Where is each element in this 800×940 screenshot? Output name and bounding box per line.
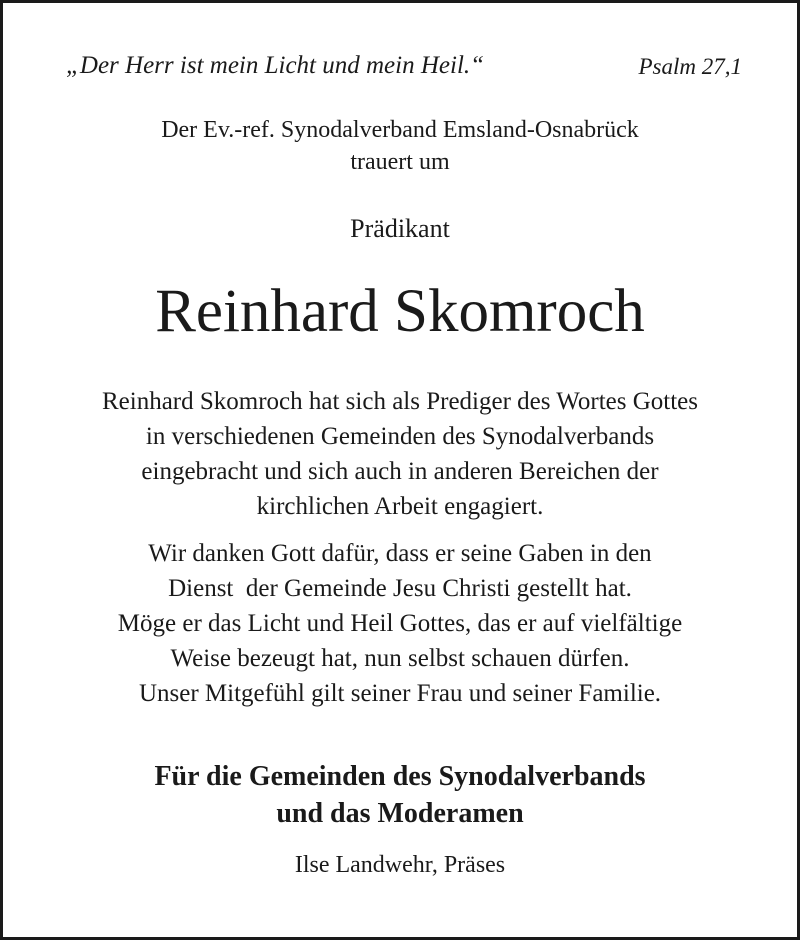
organization-heading: [0, 114, 800, 178]
tribute-paragraph: [0, 384, 800, 524]
deceased-name: Reinhard Skomroch: [155, 278, 645, 345]
bible-quote: „Der Herr ist mein Licht und mein Heil.“: [66, 52, 485, 79]
thanks-paragraph: [0, 536, 800, 676]
signature-line: Für die Gemeinden des Synodalverbands: [154, 761, 646, 792]
thanks-line: Möge er das Licht und Heil Gottes, das er auf vielfältige: [117, 610, 683, 637]
deceased-title: Prädikant: [350, 214, 450, 243]
condolence-line: Unser Mitgefühl gilt seiner Frau und seiner Familie.: [138, 680, 662, 707]
tribute-line: kirchlichen Arbeit engagiert.: [256, 493, 544, 520]
signature-line: und das Moderamen: [276, 798, 524, 829]
tribute-line: eingebracht und sich auch in anderen Bereichen der: [141, 458, 659, 485]
organization-line: Der Ev.-ref. Synodalverband Emsland-Osnabrück: [161, 117, 639, 143]
psalm-reference: Psalm 27,1: [638, 54, 742, 79]
thanks-line: Dienst der Gemeinde Jesu Christi gestellt hat.: [168, 575, 632, 602]
tribute-line: Reinhard Skomroch hat sich als Prediger des Wortes Gottes: [101, 388, 699, 415]
signature-group: [0, 758, 800, 832]
thanks-line: Wir danken Gott dafür, dass er seine Gaben in den: [148, 540, 652, 567]
mourns-line: trauert um: [350, 149, 450, 175]
tribute-line: in verschiedenen Gemeinden des Synodalverbands: [145, 423, 655, 450]
thanks-line: Weise bezeugt hat, nun selbst schauen dürfen.: [170, 645, 630, 672]
signer-name: Ilse Landwehr, Präses: [294, 852, 506, 878]
